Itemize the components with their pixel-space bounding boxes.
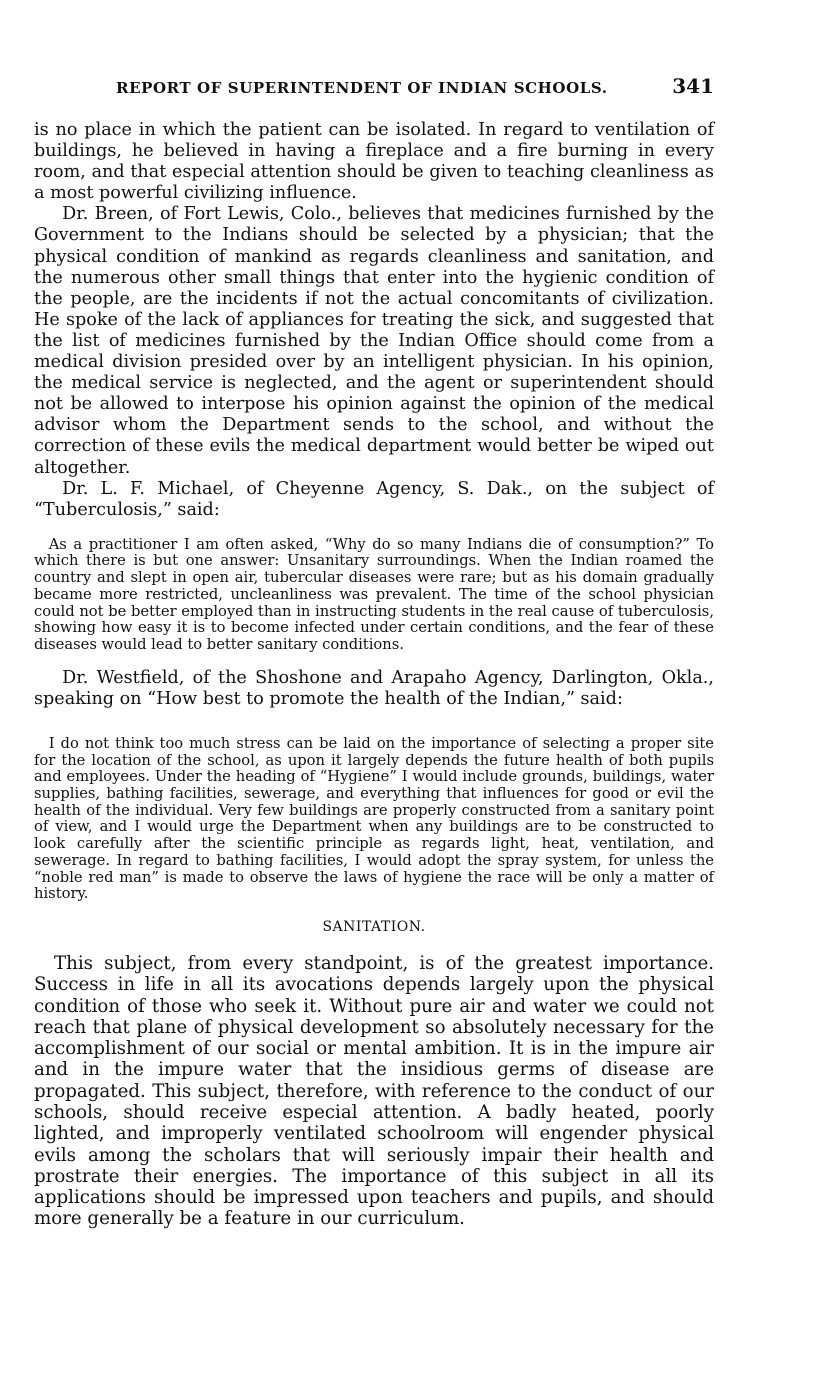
quote-hygiene: I do not think too much stress can be laid on the importance of selecting a proper site for the location of the school, as upon it largely depends the future health of both pupils and employees. Under the heading of “Hygiene” I would include grounds, buildings, water supplies, bathing facilities, sewerage, and everything that influences for good or evil the health of the individual. Very few buildings are properly constructed from a sanitary point of view, and I would urge the Department when any buildings are to be constructed to look carefully after the scientific principle as regards light, heat, ventilation, and sewerage. In regard to bathing facilities, I would adopt the spray system, for unless the “noble red man” is made to observe the laws of hygiene the race will be only a matter of history. [34,734,714,903]
section-heading-sanitation: SANITATION. [322,918,426,935]
quote-tuberculosis: As a practitioner I am often asked, “Why do so many Indians die of consumption?” To which there is but one answer: Unsanitary surroundings. When the Indian roamed the country and slept in open air, tubercular diseases were rare; but as his domain gradually became more restricted, uncleanliness was prevalent. The time of the school physician could not be better employed than in instructing students in the real cause of tuberculosis, showing how easy it is to become infected under certain conditions, and the fear of these diseases would lead to better sanitary conditions. [34,535,714,653]
page-number: 341 [672,74,714,98]
paragraph-dr-westfield: Dr. Westfield, of the Shoshone and Arapaho Agency, Darlington, Okla., speaking on “How best to promote the health of the Indian,” said: [34,667,714,709]
running-header [34,72,714,106]
paragraph-continued: is no place in which the patient can be isolated. In regard to ventilation of buildings, he believed in having a fireplace and a fire burning in every room, and that especial attention should be given to teaching cleanliness as a most powerful civilizing influence. [34,120,714,204]
document-page [34,72,714,1230]
paragraph-dr-breen: Dr. Breen, of Fort Lewis, Colo., believes that medicines furnished by the Government to the Indians should be selected by a physician; that the physical condition of mankind as regards cleanliness and sanitation, and the numerous other small things that enter into the hygienic condition of the people, are the incidents if not the actual concomitants of civilization. He spoke of the lack of appliances for treating the sick, and suggested that the list of medicines furnished by the Indian Office should come from a medical division presided over by an intelligent physician. In his opinion, the medical service is neglected, and the agent or superintendent should not be allowed to interpose his opinion against the opinion of the medical advisor whom the Department sends to the school, and without the correction of these evils the medical department would better be wiped out altogether. [34,204,714,478]
running-header-title: REPORT OF SUPERINTENDENT OF INDIAN SCHOOLS. [116,79,608,97]
paragraph-sanitation: This subject, from every standpoint, is of the greatest importance. Success in life in all its avocations depends largely upon the physical condition of those who seek it. Without pure air and water we could not reach that plane of physical development so absolutely necessary for the accomplishment of our social or mental ambition. It is in the impure air and in the impure water that the insidious germs of disease are propagated. This subject, therefore, with reference to the conduct of our schools, should receive especial attention. A badly heated, poorly lighted, and improperly ventilated schoolroom will engender physical evils among the scholars that will seriously impair their health and prostrate their energies. The importance of this subject in all its applications should be impressed upon teachers and pupils, and should more generally be a feature in our curriculum. [34,952,714,1230]
paragraph-dr-michael: Dr. L. F. Michael, of Cheyenne Agency, S. Dak., on the subject of “Tuberculosis,” said: [34,478,714,520]
